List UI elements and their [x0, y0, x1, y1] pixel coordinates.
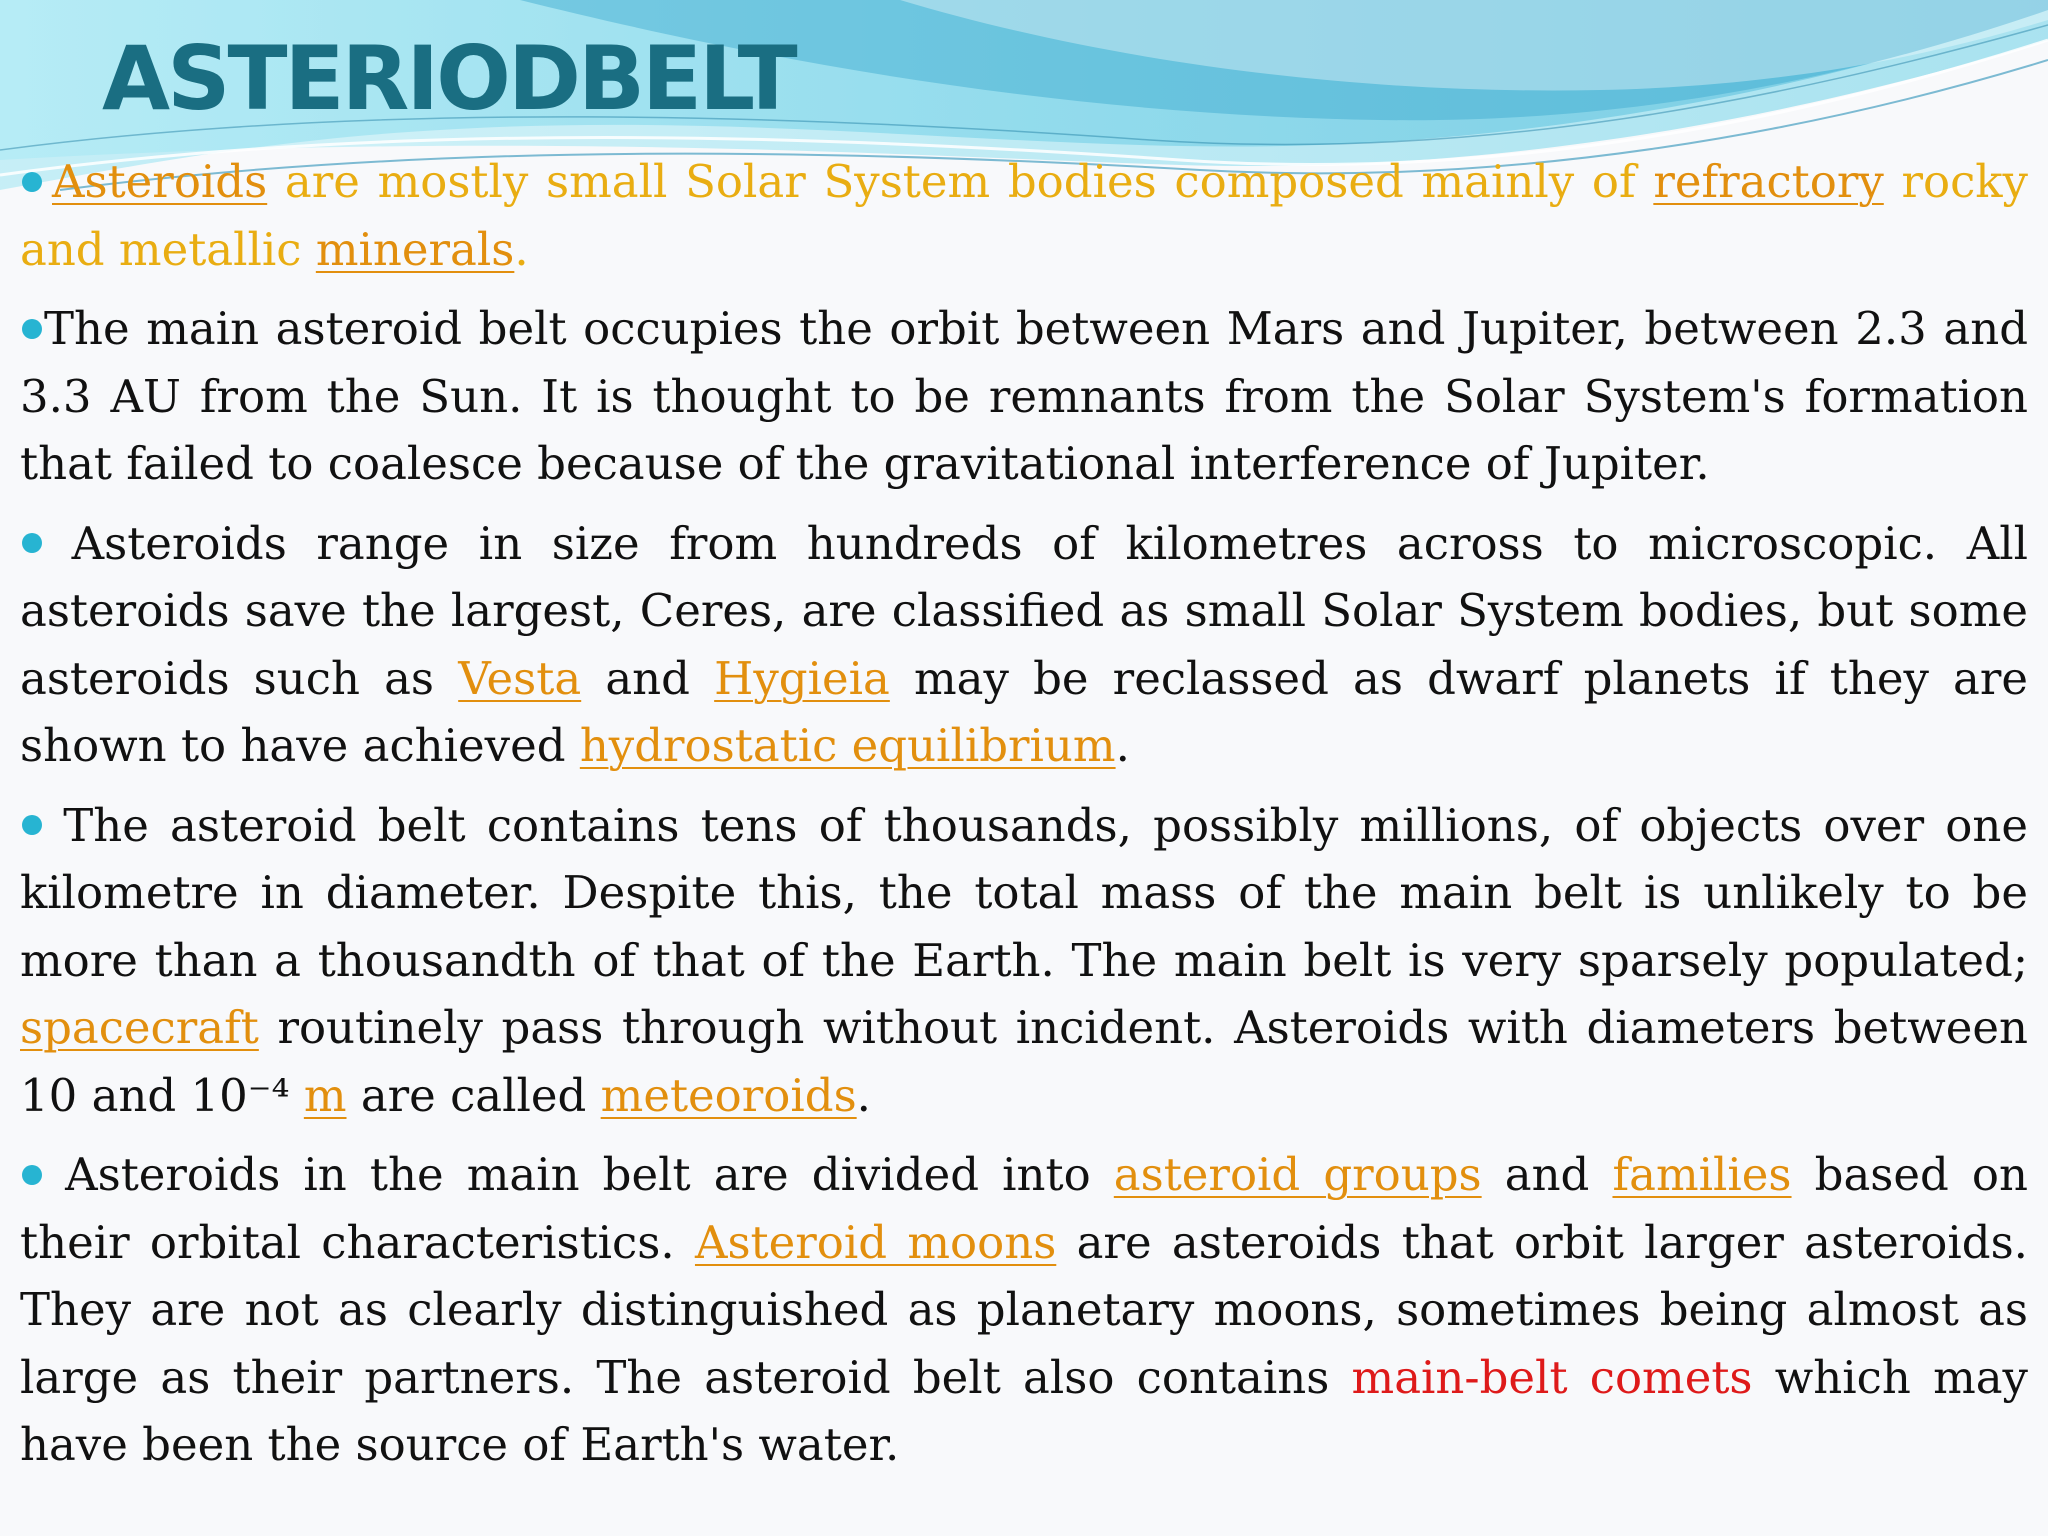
- bullet-paragraph-3: [20, 510, 2028, 780]
- bullet-dot-icon: [22, 1165, 42, 1185]
- link-spacecraft[interactable]: spacecraft: [20, 1001, 259, 1054]
- slide-title: ASTERIODBELT: [102, 27, 795, 130]
- paragraph-text: are mostly small Solar System bodies composed mainly of: [267, 155, 1654, 208]
- link-hydrostatic-equilibrium[interactable]: hydrostatic equilibrium: [579, 719, 1116, 772]
- link-vesta[interactable]: Vesta: [458, 651, 582, 705]
- bullet-dot-icon: [22, 815, 42, 835]
- link-families[interactable]: families: [1612, 1148, 1792, 1201]
- bullet-dot-icon: [22, 172, 42, 192]
- paragraph-text: based on their orbital characteristics.: [20, 1148, 2028, 1269]
- paragraph-text: .: [1115, 719, 1130, 772]
- main-belt-comets-text: main-belt comets: [1351, 1350, 1753, 1404]
- paragraph-text: rocky and metallic: [20, 155, 2028, 276]
- bullet-paragraph-4: [20, 792, 2028, 1130]
- bullet-dot-icon: [22, 533, 42, 553]
- paragraph-text: are called: [346, 1068, 601, 1122]
- bullet-dot-icon: [22, 319, 42, 339]
- paragraph-text: routinely pass through without incident. Asteroids with diameters between 10 and 10⁻⁴: [20, 1001, 2028, 1122]
- link-metre[interactable]: m: [303, 1068, 347, 1122]
- paragraph-text: The asteroid belt contains tens of thousands, possibly millions, of objects over one kilometre in diameter. Despite this, the total mass of the main belt is unlikely to be more than a thousandth of that of the Earth. The main belt is very sparsely populated;: [20, 798, 2028, 987]
- paragraph-text: The main asteroid belt occupies the orbit between Mars and Jupiter, between 2.3 and 3.3 AU from the Sun. It is thought to be remnants from the Solar System's formation that failed to coalesce because of the gravitational interference of Jupiter.: [20, 302, 2028, 490]
- link-asteroid-groups[interactable]: asteroid groups: [1113, 1148, 1482, 1201]
- paragraph-text: which may have been the source of Earth's water.: [20, 1350, 2028, 1471]
- link-minerals[interactable]: minerals: [315, 222, 515, 276]
- paragraph-text: are asteroids that orbit larger asteroids. They are not as clearly distinguished as planetary moons, sometimes being almost as large as their partners. The asteroid belt also contains: [20, 1215, 2028, 1404]
- slide-body: [20, 148, 2028, 1491]
- bullet-paragraph-5: [20, 1141, 2028, 1479]
- paragraph-text: may be reclassed as dwarf planets if they are shown to have achieved: [20, 651, 2028, 772]
- paragraph-text: .: [514, 222, 529, 276]
- paragraph-text: and: [1481, 1148, 1613, 1201]
- link-asteroid-moons[interactable]: Asteroid moons: [694, 1215, 1057, 1269]
- bullet-paragraph-1: [20, 148, 2028, 283]
- link-asteroids[interactable]: Asteroids: [52, 155, 268, 208]
- link-refractory[interactable]: refractory: [1653, 155, 1884, 208]
- paragraph-text: .: [856, 1068, 871, 1122]
- paragraph-text: and: [581, 651, 715, 705]
- paragraph-text: Asteroids range in size from hundreds of kilometres across to microscopic. All asteroids save the largest, Ceres, are classified as small Solar System bodies, but some asteroids such as: [20, 516, 2028, 705]
- paragraph-text: Asteroids in the main belt are divided into: [42, 1148, 1114, 1201]
- link-hygieia[interactable]: Hygieia: [714, 651, 890, 705]
- link-meteoroids[interactable]: meteoroids: [600, 1068, 857, 1122]
- bullet-paragraph-2: [20, 295, 2028, 498]
